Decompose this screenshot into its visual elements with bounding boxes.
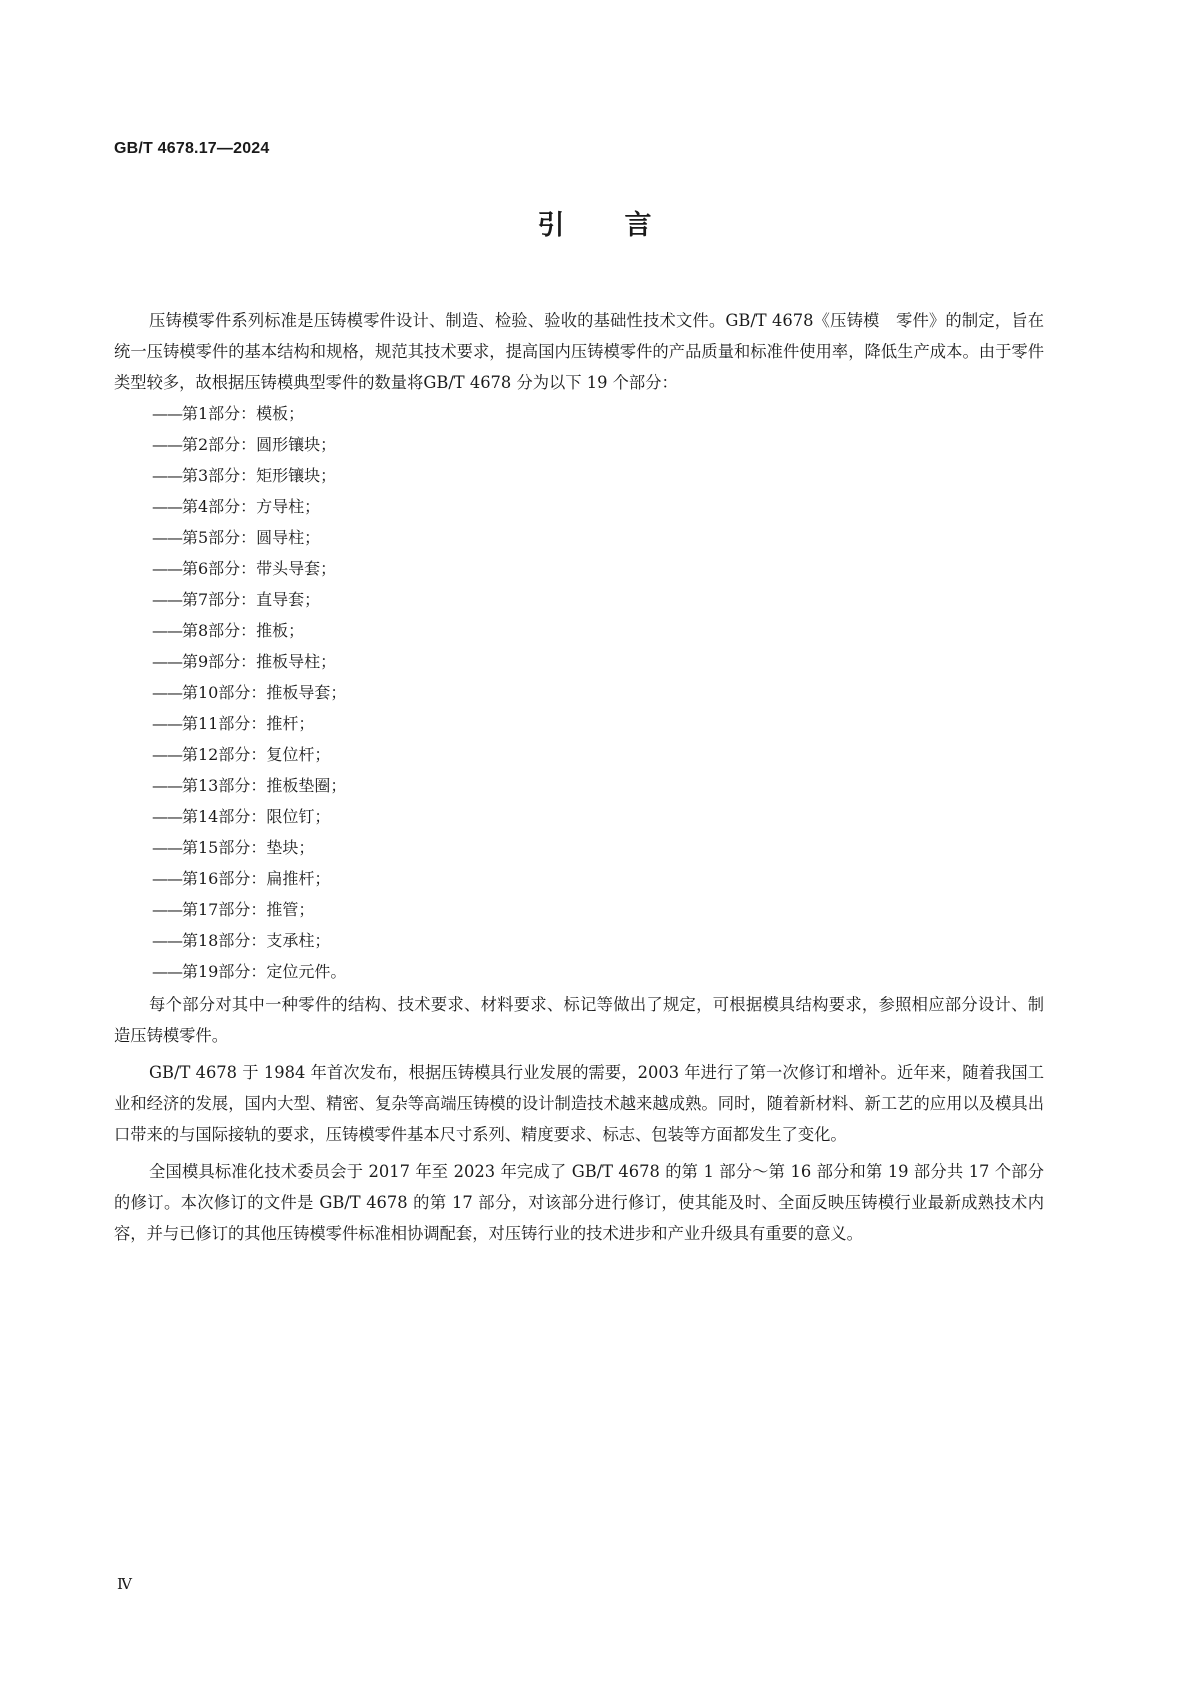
list-item: ——第2部分：圆形镶块； <box>152 435 337 454</box>
list-item: ——第5部分：圆导柱； <box>152 528 321 547</box>
list-item: ——第6部分：带头导套； <box>152 559 337 578</box>
list-item: ——第1部分：模板； <box>152 404 305 423</box>
page-title <box>0 203 1191 242</box>
list-item: ——第9部分：推板导柱； <box>152 652 337 671</box>
page-title-char-2: 言 <box>624 210 654 241</box>
page-number: Ⅳ <box>117 1575 132 1593</box>
list-item: ——第16部分：扁推杆； <box>152 869 331 888</box>
list-item: ——第11部分：推杆； <box>152 714 315 733</box>
list-item: ——第15部分：垫块； <box>152 838 315 857</box>
page-title-char-1: 引 <box>537 210 567 241</box>
parts-list <box>114 398 1044 987</box>
standard-code: GB/T 4678.17—2024 <box>114 140 270 157</box>
list-item: ——第8部分：推板； <box>152 621 305 640</box>
intro-paragraph-4: 全国模具标准化技术委员会于 2017 年至 2023 年完成了 GB/T 4678 的第 1 部分～第 16 部分和第 19 部分共 17 个部分的修订。本次修订的文件是 GB/T 4678 的第 17 部分，对该部分进行修订，使其能及时、全面反映压铸模行业最新成熟技术内容，并与已修订的其他压铸模零件标准相协调配套，对压铸行业的技术进步和产业升级具有重要的意义。 <box>114 1162 1044 1243</box>
list-item: ——第10部分：推板导套； <box>152 683 347 702</box>
intro-paragraph-1: 压铸模零件系列标准是压铸模零件设计、制造、检验、验收的基础性技术文件。GB/T 4678《压铸模 零件》的制定，旨在统一压铸模零件的基本结构和规格，规范其技术要求，提高国内压铸模零件的产品质量和标准件使用率，降低生产成本。由于零件类型较多，故根据压铸模典型零件的数量将GB/T 4678 分为以下 19 个部分： <box>114 311 1044 392</box>
introduction-body <box>114 305 1044 1249</box>
list-item: ——第14部分：限位钉； <box>152 807 331 826</box>
intro-paragraph-2: 每个部分对其中一种零件的结构、技术要求、材料要求、标记等做出了规定，可根据模具结构要求，参照相应部分设计、制造压铸模零件。 <box>114 995 1044 1045</box>
list-item: ——第7部分：直导套； <box>152 590 321 609</box>
list-item: ——第3部分：矩形镶块； <box>152 466 337 485</box>
list-item: ——第13部分：推板垫圈； <box>152 776 347 795</box>
list-item: ——第17部分：推管； <box>152 900 315 919</box>
list-item: ——第19部分：定位元件。 <box>152 962 347 981</box>
intro-paragraph-3: GB/T 4678 于 1984 年首次发布，根据压铸模具行业发展的需要，2003 年进行了第一次修订和增补。近年来，随着我国工业和经济的发展，国内大型、精密、复杂等高端压铸模的设计制造技术越来越成熟。同时，随着新材料、新工艺的应用以及模具出口带来的与国际接轨的要求，压铸模零件基本尺寸系列、精度要求、标志、包装等方面都发生了变化。 <box>114 1063 1044 1144</box>
list-item: ——第18部分：支承柱； <box>152 931 331 950</box>
list-item: ——第12部分：复位杆； <box>152 745 331 764</box>
list-item: ——第4部分：方导柱； <box>152 497 321 516</box>
